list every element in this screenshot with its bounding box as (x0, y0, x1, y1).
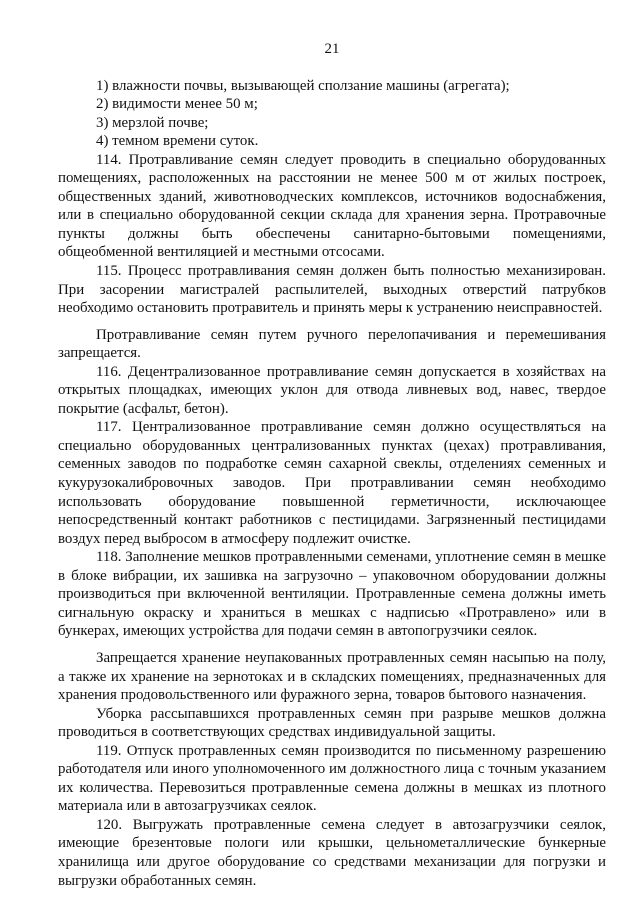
list-item: 2) видимости менее 50 м; (96, 96, 258, 113)
document-page (58, 40, 606, 890)
paragraph-118: 118. Заполнение мешков протравленными семенами, уплотнение семян в мешке в блоке вибрации, их зашивка на загрузочно – упаковочном оборудовании должны производиться при включенной вентиляции. Протравленные семена должны иметь сигнальную окраску и храниться в мешках с надписью «Протравлено» или в бункерах, имеющих устройства для подачи семян в автопогрузчики сеялок. (58, 549, 606, 640)
list-item: 1) влажности почвы, вызывающей сползание машины (агрегата); (96, 77, 510, 94)
page-number: 21 (324, 41, 340, 57)
paragraph-116: 116. Децентрализованное протравливание семян допускается в хозяйствах на открытых площадках, имеющих уклон для отвода ливневых вод, навес, твердое покрытие (асфальт, бетон). (58, 363, 606, 417)
paragraph-119: 119. Отпуск протравленных семян производится по письменному разрешению работодателя или иного уполномоченного им должностного лица с точным указанием их количества. Перевозиться протравленные семена должны в мешках из плотного материала или в автозагрузчиках сеялок. (58, 742, 606, 815)
paragraph-storage-ban: Запрещается хранение неупакованных протравленных семян насыпью на полу, а также их хранение на зернотоках и в складских помещениях, предназначенных для хранения продовольственного или фуражного зерна, товаров бытового назначения. (58, 649, 606, 704)
paragraph-115: 115. Процесс протравливания семян должен быть полностью механизирован. При засорении магистралей распылителей, выходных отверстий патрубков необходимо остановить протравитель и принять меры к устранению неисправностей. (58, 263, 606, 317)
paragraph-117: 117. Централизованное протравливание семян должно осуществляться на специально оборудованных централизованных пунктах (цехах) протравливания, семенных заводов по подработке семян сахарной свеклы, отделениях семенных и кукурузокалибровочных заводов. При протравливании семян необходимо использовать оборудование повышенной герметичности, исключающее непосредственный контакт работников с пестицидами. Загрязненный пестицидами воздух перед выбросом в атмосферу подлежит очистке. (58, 419, 606, 547)
paragraph-114: 114. Протравливание семян следует проводить в специально оборудованных помещениях, расположенных на расстоянии не менее 500 м от жилых построек, общественных зданий, животноводческих комплексов, источников водоснабжения, или в специально оборудованной секции склада для хранения зерна. Протравочные пункты должны быть обеспечены санитарно-бытовыми помещениями, общеобменной вентиляцией и местными отсосами. (58, 151, 606, 261)
paragraph-manual-ban: Протравливание семян путем ручного перелопачивания и перемешивания запрещается. (58, 326, 606, 362)
list-item: 3) мерзлой почве; (96, 114, 209, 131)
conditions-list (58, 77, 606, 151)
paragraph-cleanup: Уборка рассыпавшихся протравленных семян при разрыве мешков должна проводиться в соответствующих средствах индивидуальной защиты. (58, 705, 606, 741)
paragraph-120: 120. Выгружать протравленные семена следует в автозагрузчики сеялок, имеющие брезентовые пологи или крышки, цельнометаллические бункерные хранилища или другое оборудование со средствами механизации для погрузки и выгрузки обработанных семян. (58, 816, 606, 889)
list-item: 4) темном времени суток. (96, 133, 259, 150)
